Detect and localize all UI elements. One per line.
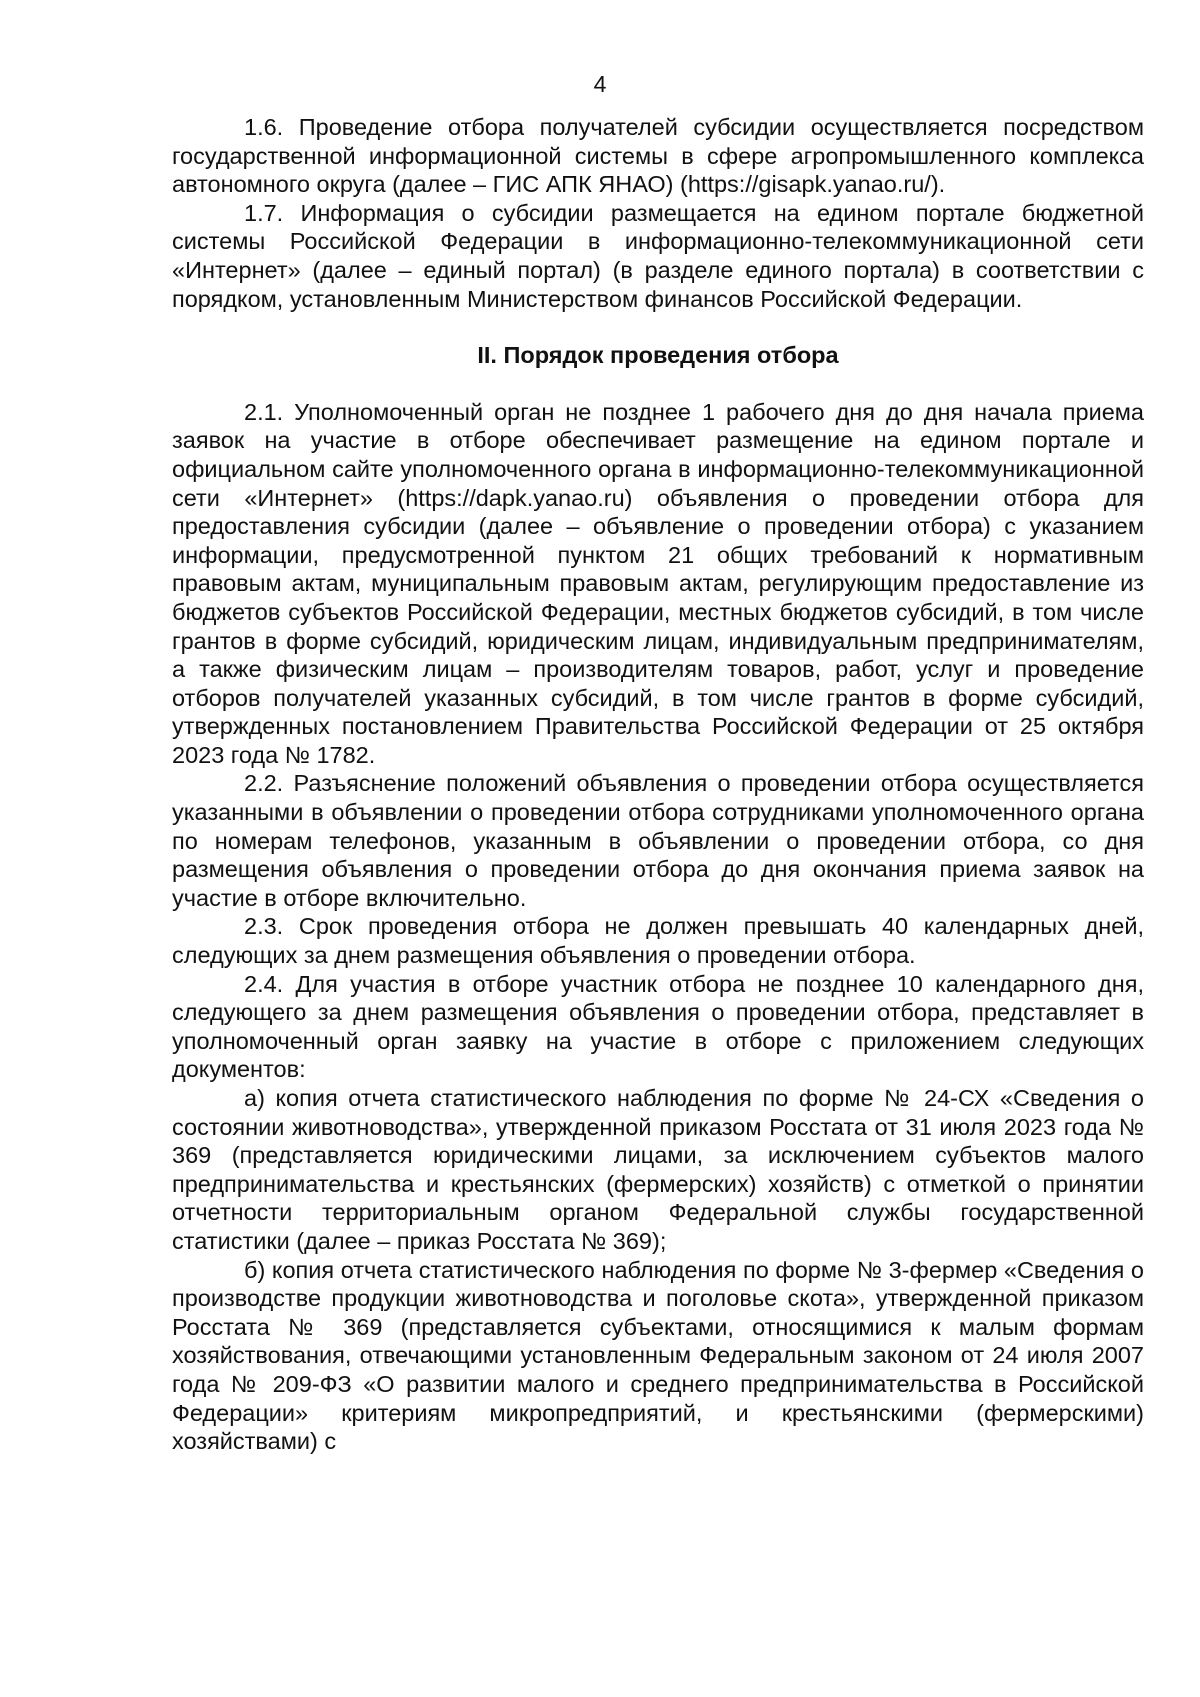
paragraph-1-7: 1.7. Информация о субсидии размещается на едином портале бюджетной системы Российской Федерации в информационно-телекоммуникационной сети «Интернет» (далее – единый портал) (в разделе единого портала) в соответствии с порядком, установленным Министерством финансов Российской Федерации. [172,199,1144,312]
paragraph-2-3: 2.3. Срок проведения отбора не должен превышать 40 календарных дней, следующих за днем размещения объявления о проведении отбора. [172,913,1144,969]
paragraph-2-1: 2.1. Уполномоченный орган не позднее 1 рабочего дня до дня начала приема заявок на участие в отборе обеспечивает размещение на едином портале и официальном сайте уполномоченного органа в информационно-телекоммуникационной сети «Интернет» (https://dapk.yanao.ru) объявления о проведении отбора для предоставления субсидии (далее – объявление о проведении отбора) с указанием информации, предусмотренной пунктом 21 общих требований к нормативным правовым актам, муниципальным правовым актам, регулирующим предоставление из бюджетов субъектов Российской Федерации, местных бюджетов субсидий, в том числе грантов в форме субсидий, юридическим лицам, индивидуальным предпринимателям, а также физическим лицам – производителям товаров, работ, услуг и проведение отборов получателей указанных субсидий, в том числе грантов в форме субсидий, утвержденных постановлением Правительства Российской Федерации от 25 октября 2023 года № 1782. [172,398,1144,768]
paragraph-2-4-a: а) копия отчета статистического наблюдения по форме № 24-СХ «Сведения о состоянии животноводства», утвержденной приказом Росстата от 31 июля 2023 года № 369 (представляется юридическими лицами, за исключением субъектов малого предпринимательства и крестьянских (фермерских) хозяйств) с отметкой о принятии отчетности территориальным органом Федеральной службы государственной статистики (далее – приказ Росстата № 369); [172,1085,1144,1254]
paragraph-2-4-b: б) копия отчета статистического наблюдения по форме № 3-фермер «Сведения о производстве продукции животноводства и поголовье скота», утвержденной приказом Росстата № 369 (представляется субъектами, относящимися к малым формам хозяйствования, отвечающими установленным Федеральным законом от 24 июля 2007 года № 209-ФЗ «О развитии малого и среднего предпринимательства в Российской Федерации» критериям микропредприятий, и крестьянскими (фермерскими) хозяйствами) с [172,1256,1144,1455]
paragraph-2-4: 2.4. Для участия в отборе участник отбора не позднее 10 календарного дня, следующего за днем размещения объявления о проведении отбора, представляет в уполномоченный орган заявку на участие в отборе с приложением следующих документов: [172,970,1144,1083]
section-heading: II. Порядок проведения отбора [477,342,839,369]
paragraph-1-6: 1.6. Проведение отбора получателей субсидии осуществляется посредством государственной информационной системы в сфере агропромышленного комплекса автономного округа (далее – ГИС АПК ЯНАО) (https://gisapk.yanao.ru/). [172,114,1144,198]
document-body [172,113,1144,1456]
page-number: 4 [593,71,607,97]
paragraph-2-2: 2.2. Разъяснение положений объявления о проведении отбора осуществляется указанными в объявлении о проведении отбора сотрудниками уполномоченного органа по номерам телефонов, указанным в объявлении о проведении отбора, со дня размещения объявления о проведении отбора до дня окончания приема заявок на участие в отборе включительно. [172,770,1144,911]
